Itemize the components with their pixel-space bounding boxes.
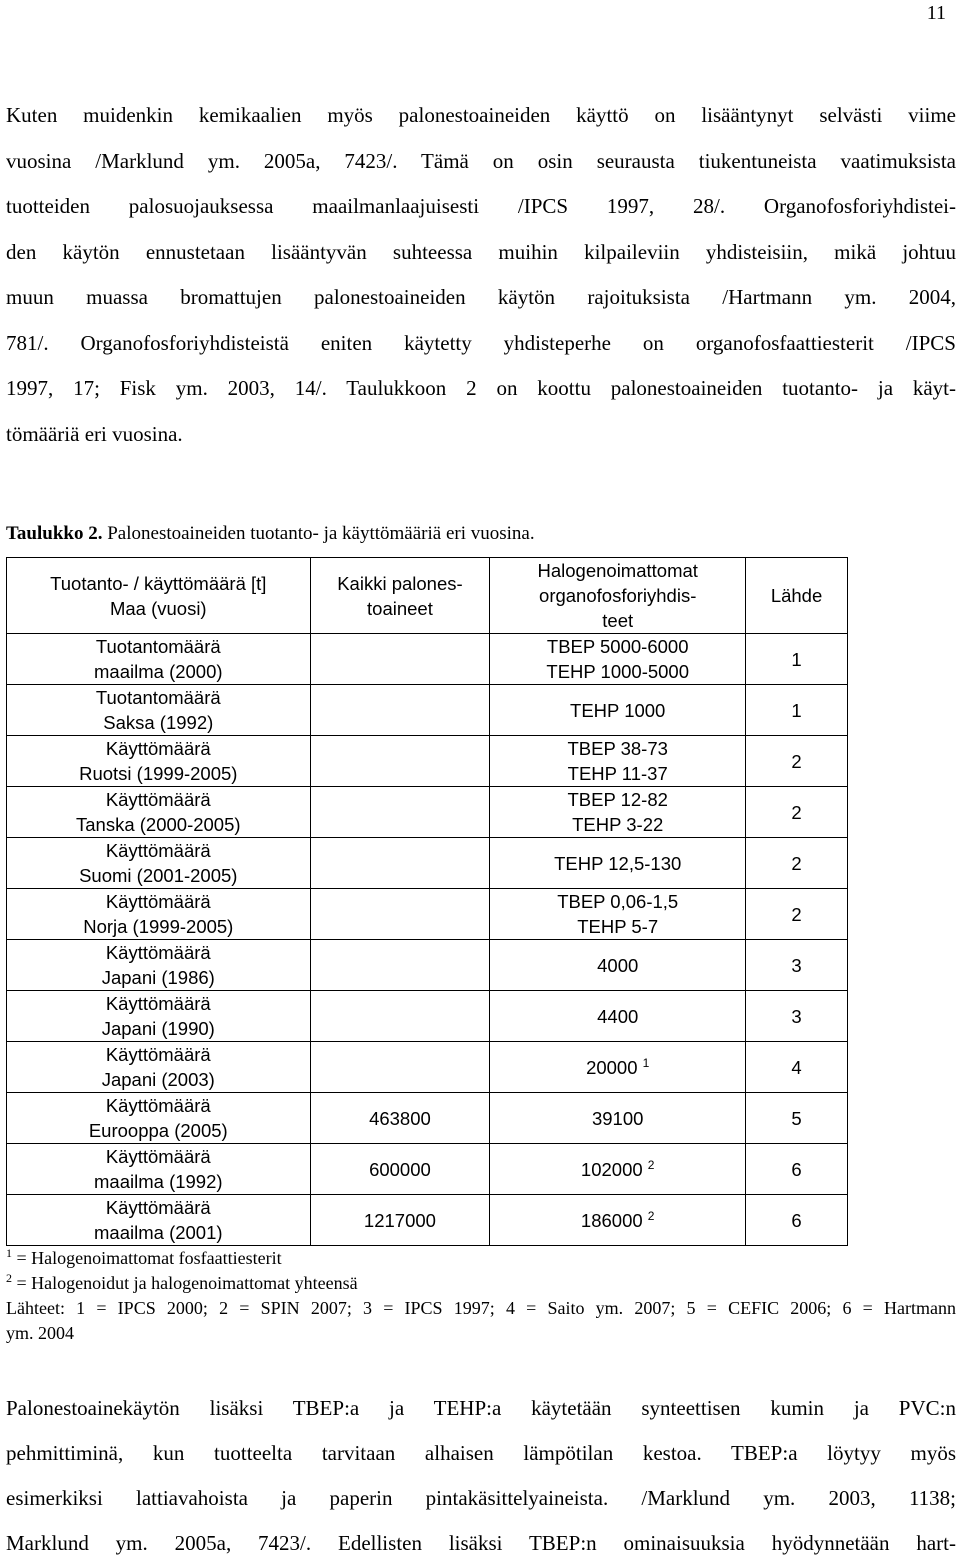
- table-row: [7, 634, 848, 685]
- cell-text: Saksa (1992): [103, 712, 214, 733]
- cell-source: [746, 685, 848, 736]
- header-text: Maa (vuosi): [109, 597, 207, 619]
- cell-text: 2: [791, 852, 802, 874]
- paragraph-line: Kuten muidenkin kemikaalien myös palonestoaineiden käyttö on lisääntynyt selvästi viime: [6, 103, 956, 127]
- cell-text: 5: [791, 1107, 802, 1129]
- cell-text: 39100: [591, 1107, 644, 1129]
- cell-text: Ruotsi (1999-2005): [79, 763, 238, 784]
- cell-quantity-country: [7, 1144, 311, 1195]
- cell-halogen-free-organophosphates: [490, 838, 746, 889]
- header-text: teet: [602, 610, 634, 631]
- cell-text: 6: [791, 1209, 802, 1231]
- table-row: [7, 787, 848, 838]
- cell-source: [746, 1195, 848, 1246]
- cell-text: 1: [791, 648, 802, 670]
- header-text: Lähde: [770, 585, 823, 606]
- paragraph-line: tömääriä eri vuosina.: [6, 421, 183, 446]
- table-row: [7, 1042, 848, 1093]
- cell-text: Käyttömäärä: [105, 840, 211, 861]
- header-text: Tuotanto- / käyttömäärä [t]: [50, 572, 267, 594]
- outro-paragraph: [6, 1386, 956, 1566]
- cell-text: 102000: [580, 1158, 643, 1180]
- cell-text: TEHP 3-22: [572, 814, 664, 835]
- intro-paragraph: [6, 93, 956, 457]
- cell-quantity-country: [7, 1042, 311, 1093]
- cell-text: 3: [791, 954, 802, 976]
- cell-quantity-country: [7, 1093, 311, 1144]
- cell-source: [746, 1093, 848, 1144]
- cell-halogen-free-organophosphates: [490, 1144, 746, 1195]
- cell-text: 6: [791, 1158, 802, 1180]
- cell-halogen-free-organophosphates: [490, 889, 746, 940]
- cell-all-flame-retardants: [310, 1042, 490, 1093]
- header-text: Kaikki palones-: [337, 572, 463, 594]
- paragraph-line: 781/. Organofosforiyhdisteistä eniten käytetty yhdisteperhe on organofosfaattiesterit /IPCS: [6, 330, 956, 355]
- cell-source: [746, 991, 848, 1042]
- cell-text: Suomi (2001-2005): [79, 865, 238, 886]
- cell-all-flame-retardants: [310, 736, 490, 787]
- table-row: [7, 838, 848, 889]
- cell-quantity-country: [7, 940, 311, 991]
- cell-quantity-country: [7, 838, 311, 889]
- cell-halogen-free-organophosphates: [490, 787, 746, 838]
- cell-quantity-country: [7, 634, 311, 685]
- cell-text: TEHP 5-7: [577, 916, 659, 937]
- cell-halogen-free-organophosphates: [490, 1195, 746, 1246]
- footnote-marker: 2: [647, 1157, 655, 1172]
- table-notes: [6, 1246, 956, 1346]
- header-text: toaineet: [367, 597, 433, 619]
- cell-text: TEHP 12,5-130: [554, 852, 682, 874]
- cell-source: [746, 838, 848, 889]
- cell-text: 4000: [597, 954, 639, 976]
- header-halogen-free-organophosphates: [490, 558, 746, 634]
- paragraph-line: 1997, 17; Fisk ym. 2003, 14/. Taulukkoon 2 on koottu palonestoaineiden tuotanto- ja käyt-: [6, 376, 956, 400]
- paragraph-line: tuotteiden palosuojauksessa maailmanlaajuisesti /IPCS 1997, 28/. Organofosforiyhdistei-: [6, 194, 956, 218]
- cell-quantity-country: [7, 787, 311, 838]
- cell-text: Käyttömäärä: [105, 1197, 211, 1218]
- cell-halogen-free-organophosphates: [490, 685, 746, 736]
- paragraph-line: vuosina /Marklund ym. 2005a, 7423/. Tämä on osin seurausta tiukentuneista vaatimuksista: [6, 148, 956, 173]
- cell-text: Käyttömäärä: [105, 993, 211, 1014]
- cell-text: Tuotantomäärä: [95, 687, 221, 708]
- table-row: [7, 1195, 848, 1246]
- cell-text: TBEP 5000-6000: [546, 636, 689, 657]
- table-row: [7, 1144, 848, 1195]
- cell-all-flame-retardants: [310, 838, 490, 889]
- cell-source: [746, 1144, 848, 1195]
- cell-text: 2: [791, 750, 802, 772]
- cell-text: Käyttömäärä: [105, 942, 211, 963]
- table-header-row: [7, 558, 848, 634]
- cell-source: [746, 634, 848, 685]
- cell-text: Käyttömäärä: [105, 1095, 211, 1116]
- cell-halogen-free-organophosphates: [490, 940, 746, 991]
- cell-text: TEHP 1000-5000: [546, 661, 690, 682]
- paragraph-line: Palonestoainekäytön lisäksi TBEP:a ja TEHP:a käytetään synteettisen kumin ja PVC:n: [6, 1396, 956, 1420]
- footnote-marker: 2: [6, 1271, 12, 1285]
- footnote: [6, 1246, 956, 1271]
- paragraph-line: den käytön ennustetaan lisääntyvän suhteessa muihin kilpaileviin yhdisteisiin, mikä johtuu: [6, 239, 956, 264]
- cell-text: Käyttömäärä: [105, 789, 211, 810]
- cell-source: [746, 940, 848, 991]
- page-number: 11: [926, 2, 946, 24]
- cell-text: 2: [791, 903, 802, 925]
- table-row: [7, 1093, 848, 1144]
- cell-halogen-free-organophosphates: [490, 991, 746, 1042]
- table-row: [7, 736, 848, 787]
- header-quantity-country: [7, 558, 311, 634]
- cell-text: TEHP 1000: [570, 699, 666, 721]
- cell-text: maailma (2001): [94, 1222, 223, 1243]
- cell-text: Tanska (2000-2005): [76, 814, 241, 835]
- cell-all-flame-retardants: [310, 889, 490, 940]
- cell-text: Käyttömäärä: [105, 1044, 211, 1065]
- cell-quantity-country: [7, 991, 311, 1042]
- header-text: Halogenoimattomat: [537, 560, 698, 581]
- cell-text: Japani (2003): [101, 1069, 215, 1090]
- cell-text: 600000: [369, 1158, 431, 1180]
- cell-text: 20000: [586, 1056, 638, 1078]
- cell-quantity-country: [7, 1195, 311, 1246]
- data-table: [6, 557, 848, 1246]
- table-body: [7, 558, 848, 1246]
- cell-text: maailma (1992): [94, 1171, 223, 1192]
- header-text: organofosforiyhdis-: [539, 585, 697, 606]
- cell-text: maailma (2000): [94, 661, 223, 682]
- cell-all-flame-retardants: [310, 1144, 490, 1195]
- cell-text: Norja (1999-2005): [83, 916, 234, 937]
- footnote-text: = Halogenoimattomat fosfaattiesterit: [12, 1248, 282, 1268]
- cell-source: [746, 787, 848, 838]
- table-row: [7, 685, 848, 736]
- cell-text: TBEP 0,06-1,5: [557, 891, 679, 912]
- cell-text: Käyttömäärä: [105, 738, 211, 759]
- footnote: [6, 1271, 956, 1296]
- paragraph-line: esimerkiksi lattiavahoista ja paperin pintakäsittelyaineista. /Marklund ym. 2003, 1138;: [6, 1486, 956, 1510]
- cell-quantity-country: [7, 685, 311, 736]
- cell-text: TEHP 11-37: [567, 763, 668, 784]
- cell-all-flame-retardants: [310, 1093, 490, 1144]
- footnote-text: = Halogenoidut ja halogenoimattomat yhteensä: [12, 1273, 358, 1293]
- cell-source: [746, 736, 848, 787]
- cell-text: 4: [791, 1056, 802, 1078]
- paragraph-line: pehmittiminä, kun tuotteelta tarvitaan alhaisen lämpötilan kestoa. TBEP:a löytyy myös: [6, 1441, 956, 1465]
- header-all-flame-retardants: [310, 558, 490, 634]
- footnote-marker: 2: [647, 1208, 655, 1223]
- cell-text: 4400: [597, 1005, 639, 1027]
- table-row: [7, 991, 848, 1042]
- cell-text: 186000: [580, 1209, 643, 1231]
- table-caption: [6, 523, 535, 545]
- cell-halogen-free-organophosphates: [490, 736, 746, 787]
- cell-quantity-country: [7, 889, 311, 940]
- cell-all-flame-retardants: [310, 634, 490, 685]
- sources-line: Lähteet: 1 = IPCS 2000; 2 = SPIN 2007; 3 = IPCS 1997; 4 = Saito ym. 2007; 5 = CEFIC 2006; 6 = Hartmann: [6, 1298, 956, 1318]
- cell-text: Käyttömäärä: [105, 1146, 211, 1167]
- paragraph-line: muun muassa bromattujen palonestoaineiden käytön rajoituksista /Hartmann ym. 2004,: [6, 285, 956, 309]
- cell-all-flame-retardants: [310, 1195, 490, 1246]
- cell-all-flame-retardants: [310, 787, 490, 838]
- cell-text: Eurooppa (2005): [88, 1120, 228, 1141]
- cell-source: [746, 1042, 848, 1093]
- cell-halogen-free-organophosphates: [490, 1093, 746, 1144]
- sources-line: ym. 2004: [6, 1323, 75, 1343]
- cell-all-flame-retardants: [310, 940, 490, 991]
- cell-text: 1: [791, 699, 802, 721]
- cell-text: Japani (1990): [101, 1018, 215, 1039]
- table-row: [7, 940, 848, 991]
- cell-text: Käyttömäärä: [105, 891, 211, 912]
- cell-text: TBEP 12-82: [567, 789, 668, 810]
- cell-quantity-country: [7, 736, 311, 787]
- header-source: [746, 558, 848, 634]
- cell-text: Japani (1986): [101, 967, 215, 988]
- cell-text: 1217000: [363, 1209, 436, 1231]
- footnote-marker: 1: [6, 1246, 12, 1260]
- cell-text: Tuotantomäärä: [95, 636, 221, 657]
- cell-text: 463800: [369, 1107, 431, 1129]
- cell-source: [746, 889, 848, 940]
- cell-halogen-free-organophosphates: [490, 1042, 746, 1093]
- cell-text: TBEP 38-73: [567, 738, 668, 759]
- cell-text: 3: [791, 1005, 802, 1027]
- cell-all-flame-retardants: [310, 991, 490, 1042]
- footnote-marker: 1: [642, 1055, 650, 1070]
- table-caption-label: Taulukko 2.: [6, 523, 103, 544]
- cell-halogen-free-organophosphates: [490, 634, 746, 685]
- table-caption-text: Palonestoaineiden tuotanto- ja käyttömääriä eri vuosina.: [102, 523, 535, 544]
- table-row: [7, 889, 848, 940]
- cell-text: 2: [791, 801, 802, 823]
- paragraph-line: Marklund ym. 2005a, 7423/. Edellisten lisäksi TBEP:n ominaisuuksia hyödynnetään hart-: [6, 1531, 956, 1555]
- cell-all-flame-retardants: [310, 685, 490, 736]
